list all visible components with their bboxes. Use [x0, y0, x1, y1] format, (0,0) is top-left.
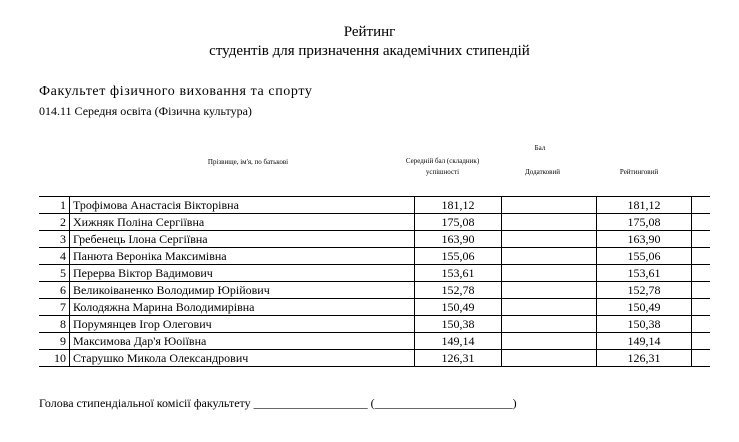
average-score: 163,90: [415, 231, 502, 248]
row-tail: [692, 350, 711, 367]
table-row: [39, 197, 710, 214]
student-name: Максимова Дар'я Юоіївна: [70, 333, 415, 350]
additional-score: [502, 299, 597, 316]
student-name: Порумянцев Ігор Олегович: [70, 316, 415, 333]
student-name: Великоіваненко Володимир Юрійович: [70, 282, 415, 299]
row-tail: [692, 214, 711, 231]
row-tail: [692, 231, 711, 248]
row-number: 8: [39, 316, 70, 333]
average-score: 153,61: [415, 265, 502, 282]
document-title: Рейтинг: [343, 24, 396, 40]
row-tail: [692, 316, 711, 333]
average-score: 181,12: [415, 197, 502, 214]
header-name: Прізвище, ім'я, по батькові: [207, 158, 289, 166]
row-number: 3: [39, 231, 70, 248]
table-row: [39, 350, 710, 367]
average-score: 126,31: [415, 350, 502, 367]
row-number: 1: [39, 197, 70, 214]
additional-score: [502, 316, 597, 333]
student-name: Перерва Віктор Вадимович: [70, 265, 415, 282]
row-tail: [692, 265, 711, 282]
faculty-name: Факультет фізичного виховання та спорту: [39, 84, 313, 99]
rating-score: 126,31: [597, 350, 692, 367]
row-number: 5: [39, 265, 70, 282]
rating-table: [39, 196, 710, 367]
table-row: [39, 214, 710, 231]
specialty-name: 014.11 Середня освіта (Фізична культура): [39, 104, 252, 118]
rating-score: 153,61: [597, 265, 692, 282]
additional-score: [502, 231, 597, 248]
header-additional: Додатковий: [525, 168, 560, 176]
average-score: 150,38: [415, 316, 502, 333]
additional-score: [502, 282, 597, 299]
rating-score: 175,08: [597, 214, 692, 231]
additional-score: [502, 265, 597, 282]
rating-score: 152,78: [597, 282, 692, 299]
row-number: 9: [39, 333, 70, 350]
table-row: [39, 248, 710, 265]
table-row: [39, 282, 710, 299]
student-name: Колодяжна Марина Володимирівна: [70, 299, 415, 316]
student-name: Трофімова Анастасія Вікторівна: [70, 197, 415, 214]
row-number: 10: [39, 350, 70, 367]
table-row: [39, 299, 710, 316]
table-row: [39, 333, 710, 350]
table-row: [39, 316, 710, 333]
header-bal: Бал: [534, 144, 546, 152]
row-tail: [692, 197, 711, 214]
average-score: 175,08: [415, 214, 502, 231]
row-tail: [692, 333, 711, 350]
additional-score: [502, 197, 597, 214]
row-tail: [692, 282, 711, 299]
rating-score: 149,14: [597, 333, 692, 350]
additional-score: [502, 333, 597, 350]
rating-table-body: [39, 197, 710, 367]
average-score: 155,06: [415, 248, 502, 265]
average-score: 149,14: [415, 333, 502, 350]
student-name: Старушко Микола Олександрович: [70, 350, 415, 367]
additional-score: [502, 248, 597, 265]
row-number: 2: [39, 214, 70, 231]
row-number: 7: [39, 299, 70, 316]
rating-score: 181,12: [597, 197, 692, 214]
header-rating: Рейтинговий: [619, 168, 659, 176]
row-tail: [692, 299, 711, 316]
additional-score: [502, 350, 597, 367]
student-name: Гребенець Ілона Сергіївна: [70, 231, 415, 248]
average-score: 150,49: [415, 299, 502, 316]
additional-score: [502, 214, 597, 231]
student-name: Хижняк Поліна Сергіївна: [70, 214, 415, 231]
row-number: 4: [39, 248, 70, 265]
average-score: 152,78: [415, 282, 502, 299]
table-row: [39, 231, 710, 248]
rating-score: 155,06: [597, 248, 692, 265]
student-name: Панюта Вероніка Максимівна: [70, 248, 415, 265]
table-row: [39, 265, 710, 282]
header-average: Середній бал (складник) успішності: [405, 157, 480, 176]
rating-score: 150,38: [597, 316, 692, 333]
row-tail: [692, 248, 711, 265]
commission-signature-line: Голова стипендіальної комісії факультету ___________________ (_______________________): [39, 396, 517, 410]
rating-score: 150,49: [597, 299, 692, 316]
row-number: 6: [39, 282, 70, 299]
document-subtitle: студентів для призначення академічних стипендій: [209, 43, 530, 59]
rating-score: 163,90: [597, 231, 692, 248]
